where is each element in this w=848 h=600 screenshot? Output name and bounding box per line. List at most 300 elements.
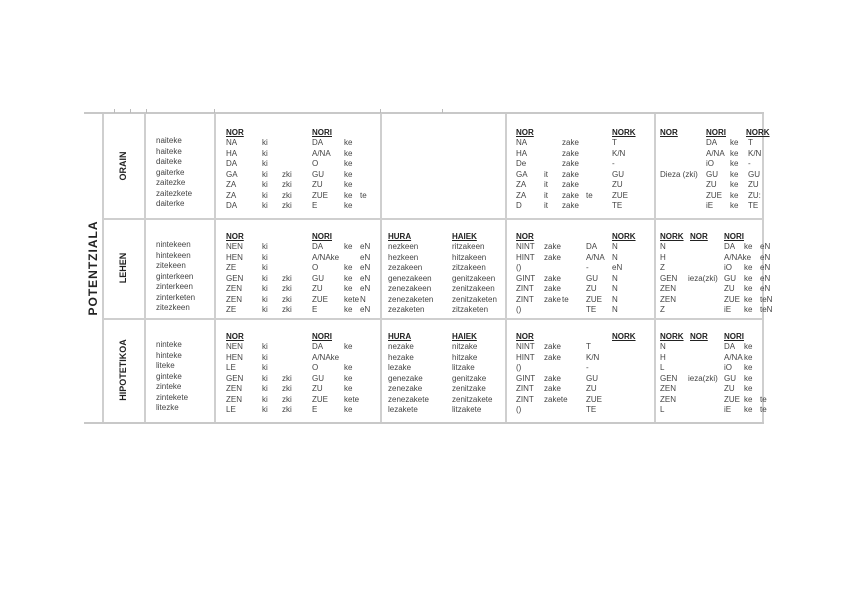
- table-cell: ZINT: [516, 384, 534, 393]
- table-cell: A/NAke: [312, 352, 340, 362]
- table-cell: ke: [344, 180, 353, 189]
- table-cell: ieza(zki): [688, 373, 718, 383]
- table-cell: ke: [344, 169, 353, 179]
- table-cell: H: [660, 252, 666, 262]
- table-cell: zake: [562, 148, 579, 158]
- table-cell: kete: [344, 394, 360, 404]
- column-header: NOR: [516, 232, 534, 241]
- column-header: HURA: [388, 332, 412, 341]
- table-cell: ke: [744, 305, 753, 314]
- table-cell: TE: [586, 305, 597, 314]
- table-cell: DA: [226, 201, 238, 210]
- table-cell: GU: [748, 169, 760, 179]
- table-cell: GU: [724, 373, 736, 383]
- column-header: NORI: [312, 332, 332, 341]
- row-label-lehen: LEHEN: [118, 252, 128, 284]
- table-cell: ki: [262, 384, 268, 393]
- column-header: HURA: [388, 232, 412, 241]
- table-cell: GU: [724, 273, 736, 283]
- table-cell: NINT: [516, 342, 535, 351]
- table-cell: zki: [282, 405, 292, 414]
- table-cell: ki: [262, 190, 268, 200]
- nork-nori-nork-block: [660, 232, 810, 332]
- table-cell: zake: [544, 352, 561, 362]
- table-cell: ZE: [226, 305, 237, 314]
- table-cell: genezake: [388, 373, 423, 383]
- table-cell: K/N: [748, 148, 762, 158]
- table-cell: O: [312, 363, 319, 372]
- tick-mark: [380, 109, 381, 113]
- table-cell: eN: [760, 252, 771, 262]
- column-header: NORI: [724, 332, 744, 341]
- table-cell: zake: [544, 284, 561, 293]
- table-cell: ke: [730, 201, 739, 210]
- table-cell: N: [612, 305, 618, 314]
- table-cell: ZU: [748, 180, 759, 189]
- table-cell: ZU: [312, 384, 323, 393]
- table-cell: A/NA: [586, 252, 605, 262]
- table-cell: hitzakeen: [452, 252, 487, 262]
- subject-form: naiteke: [156, 136, 182, 145]
- table-cell: (): [516, 263, 522, 272]
- table-cell: DA: [312, 242, 324, 251]
- table-cell: genitzake: [452, 373, 487, 383]
- table-cell: ZA: [516, 180, 527, 189]
- table-cell: ke: [744, 342, 753, 351]
- table-cell: HINT: [516, 252, 535, 262]
- table-cell: te: [760, 394, 767, 404]
- table-cell: zki: [282, 284, 292, 293]
- table-cell: E: [312, 201, 318, 210]
- table-cell: ki: [262, 284, 268, 293]
- column-divider: [102, 114, 104, 422]
- table-cell: -: [586, 363, 589, 372]
- column-divider: [214, 114, 216, 422]
- table-cell: zake: [544, 342, 561, 351]
- table-cell: ke: [744, 242, 753, 251]
- table-cell: GINT: [516, 273, 536, 283]
- table-cell: zake: [562, 138, 579, 147]
- table-cell: -: [612, 159, 615, 168]
- table-cell: eN: [360, 284, 371, 293]
- table-cell: LE: [226, 405, 236, 414]
- table-cell: -: [586, 263, 589, 272]
- subject-form: daiterke: [156, 199, 185, 208]
- table-cell: GEN: [660, 373, 678, 383]
- column-header: NORI: [312, 232, 332, 241]
- table-cell: ZEN: [660, 284, 676, 293]
- table-cell: zake: [562, 180, 579, 189]
- table-cell: ZUE: [612, 190, 628, 200]
- table-cell: zake: [562, 201, 579, 210]
- table-cell: eN: [360, 252, 371, 262]
- table-cell: litzake: [452, 363, 475, 372]
- table-cell: eN: [760, 273, 771, 283]
- table-cell: D: [516, 201, 522, 210]
- column-header: HAIEK: [452, 332, 477, 341]
- table-cell: nezkeen: [388, 242, 419, 251]
- table-cell: A/NAke: [724, 252, 752, 262]
- table-cell: GEN: [226, 273, 244, 283]
- table-cell: ke: [744, 284, 753, 293]
- column-divider: [380, 114, 382, 422]
- table-cell: L: [660, 363, 665, 372]
- table-cell: ZU: [706, 180, 717, 189]
- table-cell: N: [612, 242, 618, 251]
- table-cell: ke: [344, 373, 353, 383]
- table-cell: ke: [744, 263, 753, 272]
- table-cell: ke: [730, 159, 739, 168]
- table-cell: HEN: [226, 252, 243, 262]
- table-cell: zezakeen: [388, 263, 423, 272]
- table-cell: ke: [344, 148, 353, 158]
- table-cell: ZUE: [586, 294, 602, 304]
- subject-form: zaitezkete: [156, 188, 193, 198]
- table-cell: ki: [262, 159, 268, 168]
- table-cell: N: [660, 342, 666, 351]
- table-cell: GU: [612, 169, 624, 179]
- table-cell: N: [612, 273, 618, 283]
- column-header: NORI: [706, 128, 726, 137]
- table-cell: ZA: [226, 180, 237, 189]
- table-cell: ZUE: [586, 394, 602, 404]
- table-cell: ki: [262, 352, 268, 362]
- nork-nori-nork-block: [660, 128, 810, 228]
- table-cell: N: [660, 242, 666, 251]
- table-cell: GEN: [660, 273, 678, 283]
- table-cell: A/NA: [312, 148, 331, 158]
- table-cell: ke: [344, 363, 353, 372]
- table-cell: zake: [544, 294, 561, 304]
- column-header: HAIEK: [452, 232, 477, 241]
- table-cell: GU: [312, 273, 324, 283]
- subject-form: zinterkeen: [156, 282, 193, 291]
- tick-mark: [114, 109, 115, 113]
- table-cell: ke: [744, 373, 753, 383]
- table-cell: eN: [760, 242, 771, 251]
- table-cell: Z: [660, 263, 665, 272]
- table-cell: eN: [360, 273, 371, 283]
- table-cell: ke: [344, 242, 353, 251]
- table-cell: eN: [360, 242, 371, 251]
- table-cell: it: [544, 180, 548, 189]
- column-header: NORI: [312, 128, 332, 137]
- table-cell: DA: [724, 342, 736, 351]
- table-cell: ke: [744, 394, 753, 404]
- table-cell: genitzakeen: [452, 273, 496, 283]
- table-cell: ZU: [586, 384, 597, 393]
- table-cell: ZEN: [226, 384, 242, 393]
- table-cell: zki: [282, 169, 292, 179]
- column-header: NOR: [226, 332, 244, 341]
- table-cell: K/N: [612, 148, 626, 158]
- table-cell: K/N: [586, 352, 600, 362]
- table-cell: GU: [706, 169, 718, 179]
- column-divider: [144, 114, 146, 422]
- column-header: NORK: [660, 332, 684, 341]
- conjugation-table: [84, 112, 773, 424]
- subject-form: zaitezke: [156, 178, 186, 187]
- column-header: NORK: [746, 128, 770, 137]
- table-cell: ZE: [226, 263, 237, 272]
- table-title: POTENTZIALA: [86, 220, 100, 316]
- table-cell: ke: [744, 405, 753, 414]
- table-cell: Z: [660, 305, 665, 314]
- table-cell: zake: [544, 384, 561, 393]
- table-cell: ki: [262, 273, 268, 283]
- table-cell: eN: [760, 263, 771, 272]
- table-cell: ZU: [312, 284, 323, 293]
- table-cell: zake: [544, 242, 561, 251]
- row-label-hipotetikoa: HIPOTETIKOA: [118, 339, 128, 401]
- table-cell: ke: [344, 190, 353, 200]
- table-cell: zki: [282, 305, 292, 314]
- table-cell: zenezakete: [388, 394, 429, 404]
- table-cell: ke: [730, 190, 739, 200]
- table-cell: ki: [262, 294, 268, 304]
- table-cell: DA: [724, 242, 736, 251]
- nor-nori-block: [226, 232, 376, 332]
- table-cell: T: [586, 342, 591, 351]
- table-cell: GA: [516, 169, 528, 179]
- subject-form: zitezkeen: [156, 303, 190, 312]
- table-cell: ZU: [724, 284, 735, 293]
- table-cell: zenitzake: [452, 384, 486, 393]
- table-cell: NEN: [226, 242, 243, 251]
- tick-mark: [130, 109, 131, 113]
- subject-form: zitekeen: [156, 261, 186, 270]
- table-cell: GA: [226, 169, 238, 179]
- table-cell: A/NAke: [312, 252, 340, 262]
- table-cell: it: [544, 169, 548, 179]
- subject-form: ninteke: [156, 340, 182, 349]
- table-cell: HA: [516, 148, 528, 158]
- table-cell: zenitzakeen: [452, 284, 495, 293]
- table-cell: te: [360, 190, 367, 200]
- column-header: NOR: [226, 232, 244, 241]
- subject-form: hintekeen: [156, 250, 191, 260]
- nor-nork-block: [516, 332, 666, 432]
- table-cell: ke: [730, 180, 739, 189]
- subject-form: liteke: [156, 361, 175, 370]
- table-cell: ki: [262, 363, 268, 372]
- table-cell: ritzakeen: [452, 242, 485, 251]
- table-cell: genezakeen: [388, 273, 432, 283]
- table-cell: ZU:: [748, 190, 761, 200]
- table-cell: ki: [262, 394, 268, 404]
- table-cell: zki: [282, 294, 292, 304]
- table-cell: T: [612, 138, 617, 147]
- table-cell: eN: [612, 263, 623, 272]
- table-cell: NINT: [516, 242, 535, 251]
- table-cell: ZU: [586, 284, 597, 293]
- table-cell: ki: [262, 148, 268, 158]
- subject-form: daiteke: [156, 157, 182, 166]
- nor-nori-block: [226, 332, 376, 432]
- table-cell: ki: [262, 201, 268, 210]
- table-cell: lezake: [388, 363, 412, 372]
- table-cell: zezaketen: [388, 305, 425, 314]
- table-cell: ZU: [312, 180, 323, 189]
- column-header: NOR: [516, 128, 534, 137]
- table-cell: nitzake: [452, 342, 478, 351]
- table-cell: NA: [516, 138, 528, 147]
- nork-nori-nork-block: [660, 332, 810, 432]
- subject-form: zintekete: [156, 392, 189, 402]
- table-cell: teN: [760, 305, 773, 314]
- row-label-orain: ORAIN: [118, 151, 128, 181]
- table-cell: ki: [262, 138, 268, 147]
- table-cell: ki: [262, 242, 268, 251]
- table-cell: ke: [344, 305, 353, 314]
- table-cell: zitzaketen: [452, 305, 489, 314]
- table-cell: ZUE: [724, 394, 740, 404]
- table-cell: -: [748, 159, 751, 168]
- table-cell: ZU: [612, 180, 623, 189]
- table-cell: ieza(zki): [688, 273, 718, 283]
- table-cell: ki: [262, 180, 268, 189]
- column-header: NORK: [660, 232, 684, 241]
- table-cell: zki: [282, 273, 292, 283]
- column-header: NORK: [612, 332, 636, 341]
- table-cell: ZEN: [660, 384, 676, 393]
- table-cell: ZEN: [226, 394, 242, 404]
- table-cell: iE: [724, 305, 732, 314]
- table-cell: HA: [226, 148, 238, 158]
- table-cell: GU: [312, 373, 324, 383]
- table-cell: A/NA: [706, 148, 725, 158]
- subject-form: haiteke: [156, 146, 182, 156]
- table-cell: (): [516, 405, 522, 414]
- table-cell: ke: [344, 138, 353, 147]
- subject-form: hinteke: [156, 350, 182, 360]
- table-cell: E: [312, 305, 318, 314]
- table-cell: iE: [724, 405, 732, 414]
- table-cell: ke: [744, 384, 753, 393]
- table-cell: kete: [344, 294, 360, 304]
- subject-form: nintekeen: [156, 240, 191, 249]
- column-header: NOR: [516, 332, 534, 341]
- table-cell: ki: [262, 342, 268, 351]
- table-cell: DA: [312, 342, 324, 351]
- table-cell: GU: [312, 169, 324, 179]
- table-cell: ZUE: [312, 294, 328, 304]
- table-cell: GU: [586, 273, 598, 283]
- table-cell: zki: [282, 384, 292, 393]
- table-cell: Dieza (zki): [660, 169, 698, 179]
- table-cell: it: [544, 190, 548, 200]
- subject-form: gaiterke: [156, 167, 185, 177]
- table-cell: A/NA: [724, 352, 743, 362]
- table-cell: ke: [344, 263, 353, 272]
- table-cell: zake: [562, 169, 579, 179]
- table-cell: eN: [360, 263, 371, 272]
- table-cell: (): [516, 363, 522, 372]
- table-cell: hezkeen: [388, 252, 419, 262]
- table-cell: DA: [706, 138, 718, 147]
- tick-mark: [146, 109, 147, 113]
- nor-nork-block: [516, 128, 666, 228]
- table-cell: T: [748, 138, 753, 147]
- table-cell: ke: [344, 273, 353, 283]
- nor-nori-block: [226, 128, 376, 228]
- table-cell: ke: [744, 363, 753, 372]
- subject-form: ginteke: [156, 371, 182, 381]
- table-cell: hezake: [388, 352, 414, 362]
- table-cell: ZINT: [516, 284, 534, 293]
- column-header: NORK: [612, 128, 636, 137]
- table-cell: eN: [360, 305, 371, 314]
- table-cell: ke: [730, 148, 739, 158]
- table-cell: zenezake: [388, 384, 423, 393]
- table-cell: E: [312, 405, 318, 414]
- table-cell: (): [516, 305, 522, 314]
- table-cell: zenezakeen: [388, 284, 432, 293]
- table-cell: ZA: [516, 190, 527, 200]
- table-cell: te: [562, 294, 569, 304]
- table-cell: ke: [344, 201, 353, 210]
- table-cell: nezake: [388, 342, 414, 351]
- tick-mark: [442, 109, 443, 113]
- table-cell: zake: [562, 190, 579, 200]
- table-cell: DA: [586, 242, 598, 251]
- column-header: NORK: [612, 232, 636, 241]
- table-cell: HEN: [226, 352, 243, 362]
- subject-form: zinteke: [156, 382, 182, 391]
- table-cell: N: [612, 252, 618, 262]
- table-cell: O: [312, 159, 319, 168]
- subject-form: litezke: [156, 403, 179, 412]
- table-cell: ke: [344, 284, 353, 293]
- table-cell: TE: [612, 201, 623, 210]
- table-cell: GU: [586, 373, 598, 383]
- tick-mark: [214, 109, 215, 113]
- table-cell: NA: [226, 138, 238, 147]
- table-cell: litzakete: [452, 405, 482, 414]
- table-cell: zenitzaketen: [452, 294, 497, 304]
- table-cell: hitzake: [452, 352, 478, 362]
- table-cell: zake: [544, 252, 561, 262]
- table-cell: ZUE: [312, 394, 328, 404]
- table-cell: zake: [562, 159, 579, 168]
- table-cell: ke: [744, 352, 753, 362]
- table-cell: iO: [706, 159, 714, 168]
- table-cell: zki: [282, 373, 292, 383]
- nor-nork-block: [516, 232, 666, 332]
- table-cell: N: [612, 294, 618, 304]
- table-cell: De: [516, 159, 527, 168]
- table-cell: zake: [544, 373, 561, 383]
- table-cell: ZUE: [706, 190, 722, 200]
- subject-form: ginterkeen: [156, 271, 194, 281]
- table-cell: ke: [730, 169, 739, 179]
- table-cell: ki: [262, 169, 268, 179]
- table-cell: zake: [544, 273, 561, 283]
- table-cell: DA: [312, 138, 324, 147]
- table-cell: zki: [282, 201, 292, 210]
- table-cell: zenezaketen: [388, 294, 434, 304]
- column-header: NORI: [724, 232, 744, 241]
- subject-form: zinterketen: [156, 292, 196, 302]
- table-cell: zitzakeen: [452, 263, 486, 272]
- table-cell: ZEN: [660, 394, 676, 404]
- table-cell: ke: [744, 273, 753, 283]
- table-cell: zenitzakete: [452, 394, 493, 404]
- table-cell: ki: [262, 252, 268, 262]
- table-cell: te: [760, 405, 767, 414]
- column-header: NOR: [690, 332, 708, 341]
- table-cell: GEN: [226, 373, 244, 383]
